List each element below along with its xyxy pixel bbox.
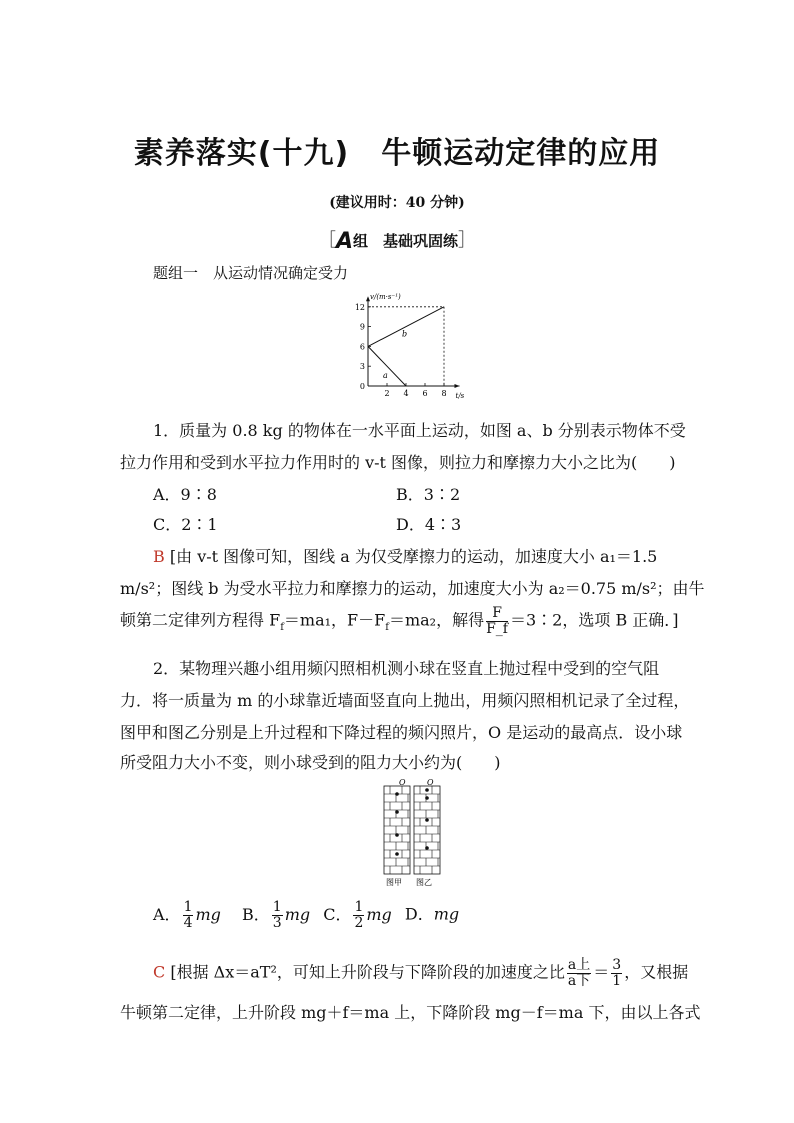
q2-options <box>153 900 459 930</box>
q2-option-b[interactable]: B． $\frac{1}{3}$ mg <box>242 899 311 931</box>
q1-answer: B <box>153 547 165 566</box>
y-axis-label: v/(m·s⁻¹) <box>370 293 401 302</box>
ball-image <box>425 788 429 792</box>
x-tick-label: 2 <box>384 389 390 398</box>
y-tick-label: 0 <box>359 382 365 391</box>
title-main: 素养落实(十九) <box>133 136 350 171</box>
y-tick-label: 6 <box>359 342 365 352</box>
q2-label-o-left: O <box>399 778 406 787</box>
q2-label-o-right: O <box>427 778 434 787</box>
group-header: ［A组 基础巩固练］ <box>317 229 477 254</box>
x-tick-label: 6 <box>422 389 428 398</box>
q2-line1: 2．某物理兴趣小组用频闪照相机测小球在竖直上抛过程中受到的空气阻 <box>153 659 660 678</box>
series-label-b: b <box>402 329 408 339</box>
series-label-a: a <box>383 371 388 381</box>
q2-explanation-line1: C [根据 Δx＝aT²，可知上升阶段与下降阶段的加速度之比 $\frac{\text{a上}}{\text{a下}}$ ＝ $\frac{3}{1}$ ，又根据 <box>153 957 689 989</box>
q2-caption-left: 图甲 <box>386 878 402 887</box>
q2-line4: 所受阻力大小不变，则小球受到的阻力大小约为( ) <box>120 753 501 772</box>
x-axis-label: t/s <box>455 392 465 400</box>
q2-option-a[interactable]: A． $\frac{1}{4}$ mg <box>153 899 221 931</box>
q1-option-b[interactable]: B．3∶2 <box>396 485 461 504</box>
series-line-b <box>368 307 444 347</box>
ball-image <box>395 810 399 814</box>
y-tick-label: 9 <box>359 322 365 332</box>
q2-line2: 力．将一质量为 m 的小球靠近墙面竖直向上抛出，用频闪照相机记录了全过程， <box>120 691 690 710</box>
q1-line2: 拉力作用和受到水平拉力作用时的 v-t 图像，则拉力和摩擦力大小之比为( ) <box>120 453 676 472</box>
q1-explanation-line2: m/s²；图线 b 为受水平拉力和摩擦力的运动，加速度大小为 a₂＝0.75 m/s²；由牛 <box>120 579 705 598</box>
y-tick-label: 12 <box>354 302 365 312</box>
y-tick-label: 3 <box>359 362 365 372</box>
q2-option-c[interactable]: C． $\frac{1}{2}$ mg <box>323 899 392 931</box>
page-title <box>0 128 794 172</box>
q2-line3: 图甲和图乙分别是上升过程和下降过程的频闪照片，O 是运动的最高点．设小球 <box>120 723 683 742</box>
ball-image <box>425 796 429 800</box>
brick-wall-0 <box>384 786 410 874</box>
q1-explanation-line3: 顿第二定律列方程得 $F_f=ma_1$，$F-F_f=ma_2$，解得 $\frac{F}{F\_f}$ ＝3∶2，选项 B 正确．] <box>120 605 679 637</box>
group-letter: A <box>335 229 353 254</box>
ball-image <box>425 818 429 822</box>
ball-image <box>395 852 399 856</box>
subtopic-heading: 题组一 从运动情况确定受力 <box>153 264 349 282</box>
q2-option-d[interactable]: D．mg <box>404 904 460 924</box>
ball-image <box>395 792 399 796</box>
group-text: 组 基础巩固练 <box>353 232 459 250</box>
q2-explanation-line2: 牛顿第二定律，上升阶段 mg＋f＝ma 上，下降阶段 mg－f＝ma 下，由以上各式 <box>120 1003 701 1022</box>
x-tick-label: 4 <box>403 389 409 398</box>
title-sub: 牛顿运动定律的应用 <box>381 136 661 171</box>
ball-image <box>425 846 429 850</box>
q1-option-d[interactable]: D．4∶3 <box>396 515 462 534</box>
ball-image <box>395 833 399 837</box>
vt-chart <box>340 288 480 400</box>
x-axis-arrow <box>455 384 460 388</box>
q1-ratio-fraction: $\frac{F}{F\_f}$ <box>486 605 508 637</box>
q2-answer: C <box>153 962 166 982</box>
flash-photo-figure <box>380 776 446 888</box>
time-note: (建议用时：40 分钟) <box>329 195 465 211</box>
q2-accel-ratio: $\frac{\text{a上}}{\text{a下}}$ <box>567 957 591 989</box>
q2-caption-right: 图乙 <box>416 878 432 887</box>
q1-line1: 1．质量为 0.8 kg 的物体在一水平面上运动，如图 a、b 分别表示物体不受 <box>153 421 686 440</box>
q1-option-a[interactable]: A．9∶8 <box>153 485 217 504</box>
q1-explanation-line1: B [由 v-t 图像可知，图线 a 为仅受摩擦力的运动，加速度大小 a₁＝1.5 <box>153 547 658 566</box>
x-tick-label: 8 <box>441 389 447 398</box>
q1-option-c[interactable]: C．2∶1 <box>153 515 218 534</box>
